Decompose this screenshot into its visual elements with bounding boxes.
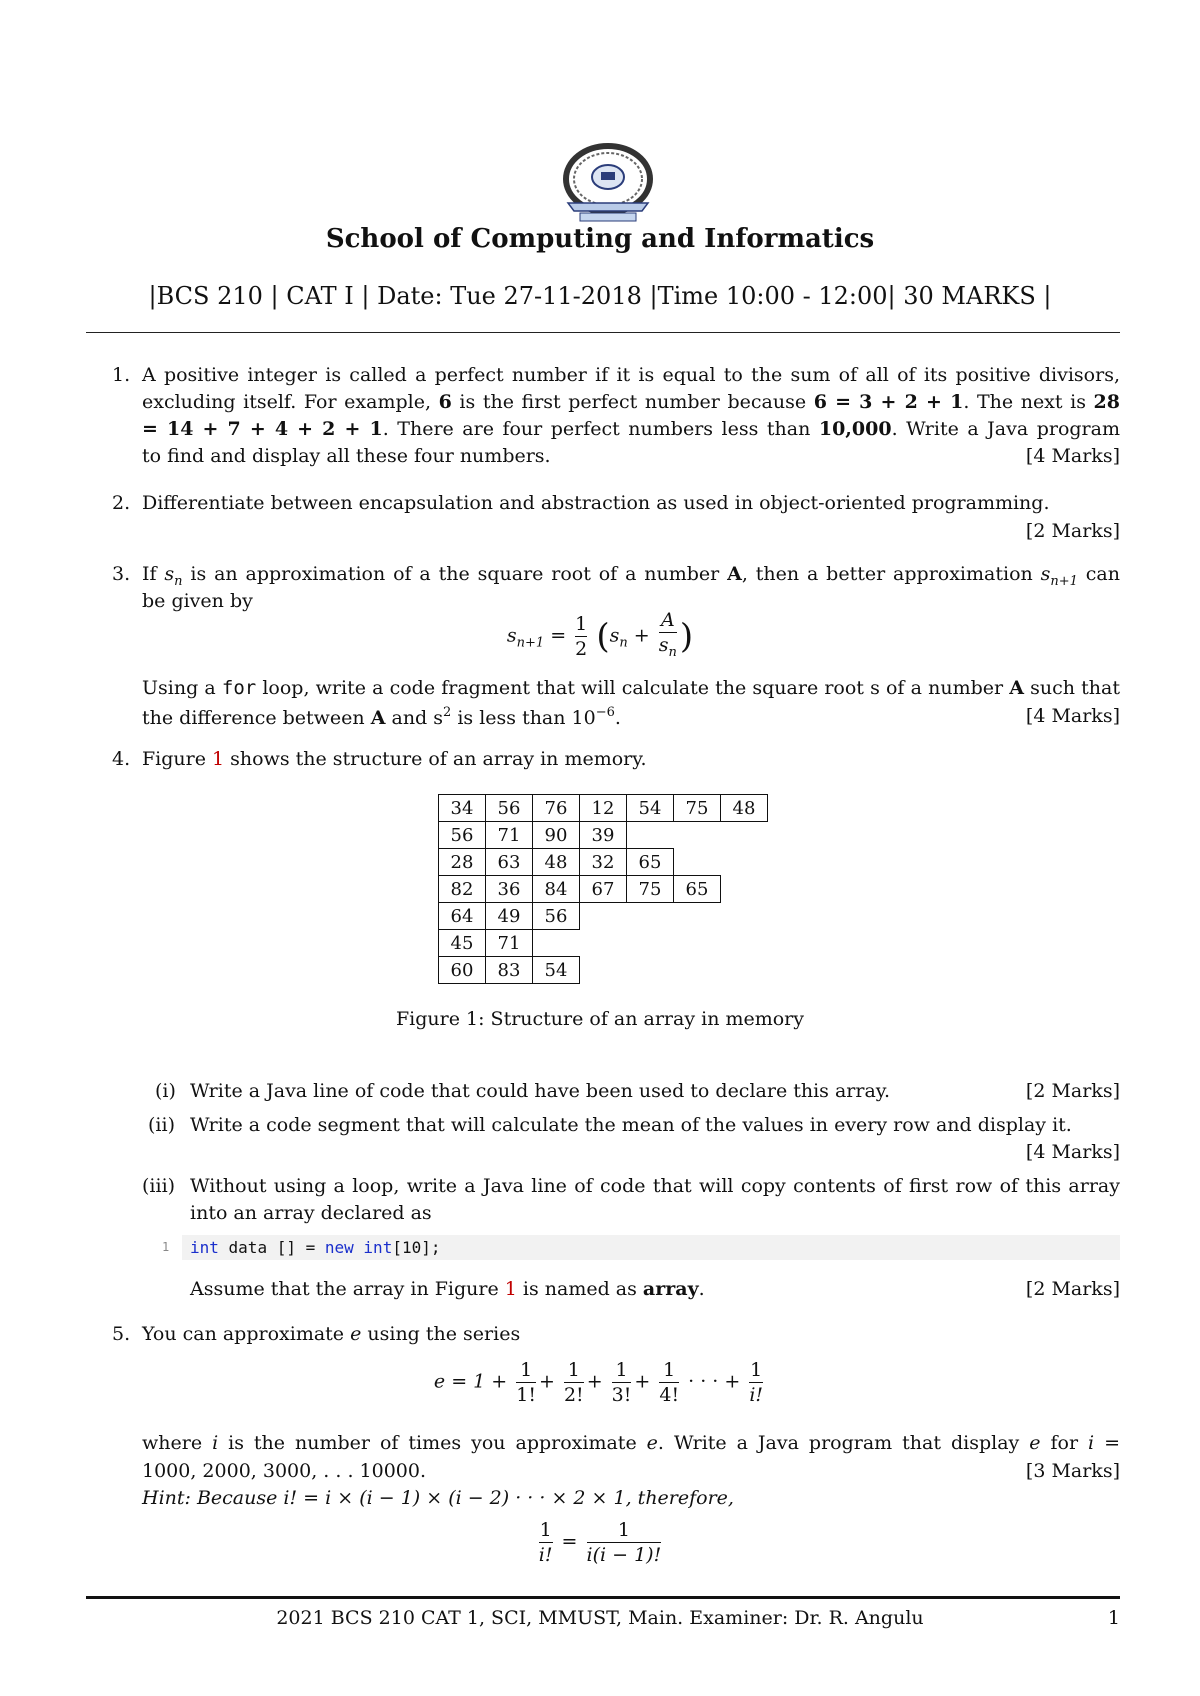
array-empty-cell	[627, 822, 674, 849]
page-number: 1	[1107, 1607, 1120, 1629]
q4-i-label: (i)	[155, 1080, 176, 1102]
q3-line-3: Using a for loop, write a code fragment that will calculate the square root s of a number A such that	[142, 677, 1120, 699]
array-cell: 67	[580, 876, 627, 903]
q4-ii-label: (ii)	[148, 1114, 175, 1136]
array-cell: 64	[439, 903, 486, 930]
q3-line-1: If $s_n$ is an approximation of a the square root of a number A, then a better approximation $s_{n+1}$ can	[142, 563, 1120, 589]
array-empty-cell	[580, 930, 627, 957]
array-cell: 60	[439, 957, 486, 984]
array-cell: 65	[674, 876, 721, 903]
q3-number: 3.	[112, 563, 131, 585]
array-empty-cell	[674, 903, 721, 930]
array-figure-table	[438, 794, 768, 984]
array-row	[439, 795, 768, 822]
array-row	[439, 930, 768, 957]
q4-assume-line: Assume that the array in Figure 1 is named as array.	[190, 1278, 705, 1300]
q1-line-2: excluding itself. For example, 6 is the first perfect number because 6 = 3 + 2 + 1. The next is 28	[142, 391, 1120, 413]
array-row	[439, 822, 768, 849]
code-listing: 1 int data [] = new int[10];	[182, 1235, 1120, 1260]
q2-line-1: Differentiate between encapsulation and abstraction as used in object-oriented programming.	[142, 492, 1050, 514]
q4-iii-label: (iii)	[142, 1175, 176, 1197]
q4-iii-line-2: into an array declared as	[190, 1202, 432, 1224]
q3-marks: [4 Marks]	[1025, 705, 1120, 727]
array-cell: 56	[486, 795, 533, 822]
array-empty-cell	[674, 822, 721, 849]
q2-marks: [2 Marks]	[1025, 520, 1120, 542]
array-empty-cell	[533, 930, 580, 957]
code-line-number: 1	[162, 1240, 170, 1254]
array-cell: 54	[627, 795, 674, 822]
q3-formula: $s_{n+1}$ = $\frac{1}{2}$ ($s_n$ + $\frac{A}{s_n}$ )	[0, 608, 1200, 665]
q5-number: 5.	[112, 1323, 131, 1345]
q4-i-text: Write a Java line of code that could have been used to declare this array.	[190, 1080, 891, 1102]
array-row	[439, 957, 768, 984]
q1-line-3: = 14 + 7 + 4 + 2 + 1. There are four perfect numbers less than 10,000. Write a Java program	[142, 418, 1120, 440]
array-cell: 32	[580, 849, 627, 876]
array-empty-cell	[721, 876, 768, 903]
array-cell: 45	[439, 930, 486, 957]
q2-number: 2.	[112, 492, 131, 514]
school-title: School of Computing and Informatics	[325, 224, 875, 254]
q5-line-3: 1000, 2000, 3000, . . . 10000.	[142, 1460, 427, 1482]
q1-marks: [4 Marks]	[1025, 445, 1120, 467]
q4-i-marks: [2 Marks]	[1025, 1080, 1120, 1102]
array-cell: 48	[721, 795, 768, 822]
array-cell: 75	[674, 795, 721, 822]
array-row	[439, 849, 768, 876]
array-cell: 56	[439, 822, 486, 849]
q4-ii-marks: [4 Marks]	[1025, 1141, 1120, 1163]
q5-hint-formula: $\frac{1}{i!}$ = $\frac{1}{i(i - 1)!}$	[538, 1519, 662, 1566]
array-cell: 90	[533, 822, 580, 849]
array-empty-cell	[721, 822, 768, 849]
q5-marks: [3 Marks]	[1025, 1460, 1120, 1482]
exam-info-line: |BCS 210 | CAT I | Date: Tue 27-11-2018 |Time 10:00 - 12:00| 30 MARKS |	[148, 282, 1052, 310]
q5-line-1: You can approximate e using the series	[142, 1323, 521, 1345]
header-rule	[86, 332, 1120, 333]
q5-hint: Hint: Because i! = i × (i − 1) × (i − 2) · · · × 2 × 1, therefore,	[142, 1487, 734, 1509]
array-cell: 49	[486, 903, 533, 930]
array-empty-cell	[627, 957, 674, 984]
array-empty-cell	[721, 930, 768, 957]
array-empty-cell	[674, 849, 721, 876]
array-cell: 39	[580, 822, 627, 849]
q5-line-2: where i is the number of times you approximate e. Write a Java program that display e for i =	[142, 1432, 1120, 1454]
q1-number: 1.	[112, 364, 131, 386]
q4-line-1: Figure 1 shows the structure of an array in memory.	[142, 748, 647, 770]
footer-rule	[86, 1596, 1120, 1599]
array-cell: 54	[533, 957, 580, 984]
array-empty-cell	[627, 930, 674, 957]
array-empty-cell	[580, 903, 627, 930]
array-row	[439, 903, 768, 930]
q3-line-2: be given by	[142, 590, 253, 612]
array-cell: 65	[627, 849, 674, 876]
array-empty-cell	[721, 957, 768, 984]
array-cell: 36	[486, 876, 533, 903]
array-cell: 28	[439, 849, 486, 876]
array-cell: 76	[533, 795, 580, 822]
q1-line-1: A positive integer is called a perfect number if it is equal to the sum of all of its positive divisors,	[142, 364, 1120, 386]
array-cell: 63	[486, 849, 533, 876]
q4-ii-text: Write a code segment that will calculate the mean of the values in every row and display it.	[190, 1114, 1072, 1136]
array-cell: 83	[486, 957, 533, 984]
array-empty-cell	[580, 957, 627, 984]
array-empty-cell	[627, 903, 674, 930]
array-cell: 71	[486, 930, 533, 957]
university-logo	[550, 143, 666, 227]
footer-text: 2021 BCS 210 CAT 1, SCI, MMUST, Main. Examiner: Dr. R. Angulu	[276, 1607, 924, 1629]
figure-caption: Figure 1: Structure of an array in memory	[396, 1008, 804, 1030]
q3-line-4: the difference between A and $s^2$ is less than $10^{-6}$.	[142, 705, 621, 729]
q4-number: 4.	[112, 748, 131, 770]
array-cell: 48	[533, 849, 580, 876]
array-cell: 12	[580, 795, 627, 822]
array-empty-cell	[721, 849, 768, 876]
array-empty-cell	[674, 957, 721, 984]
array-cell: 56	[533, 903, 580, 930]
array-row	[439, 876, 768, 903]
q4-iii-marks: [2 Marks]	[1025, 1278, 1120, 1300]
array-cell: 82	[439, 876, 486, 903]
array-cell: 75	[627, 876, 674, 903]
array-cell: 84	[533, 876, 580, 903]
array-cell: 71	[486, 822, 533, 849]
array-empty-cell	[674, 930, 721, 957]
array-empty-cell	[721, 903, 768, 930]
q4-iii-line-1: Without using a loop, write a Java line of code that will copy contents of first row of this array	[190, 1175, 1120, 1197]
q5-series-formula: e = 1 + $\frac{1}{1!}$ + $\frac{1}{2!}$ + $\frac{1}{3!}$ + $\frac{1}{4!}$ · · · + $\frac{1}{i!}$	[433, 1359, 764, 1406]
array-cell: 34	[439, 795, 486, 822]
q1-line-4: to find and display all these four numbers.	[142, 445, 551, 467]
